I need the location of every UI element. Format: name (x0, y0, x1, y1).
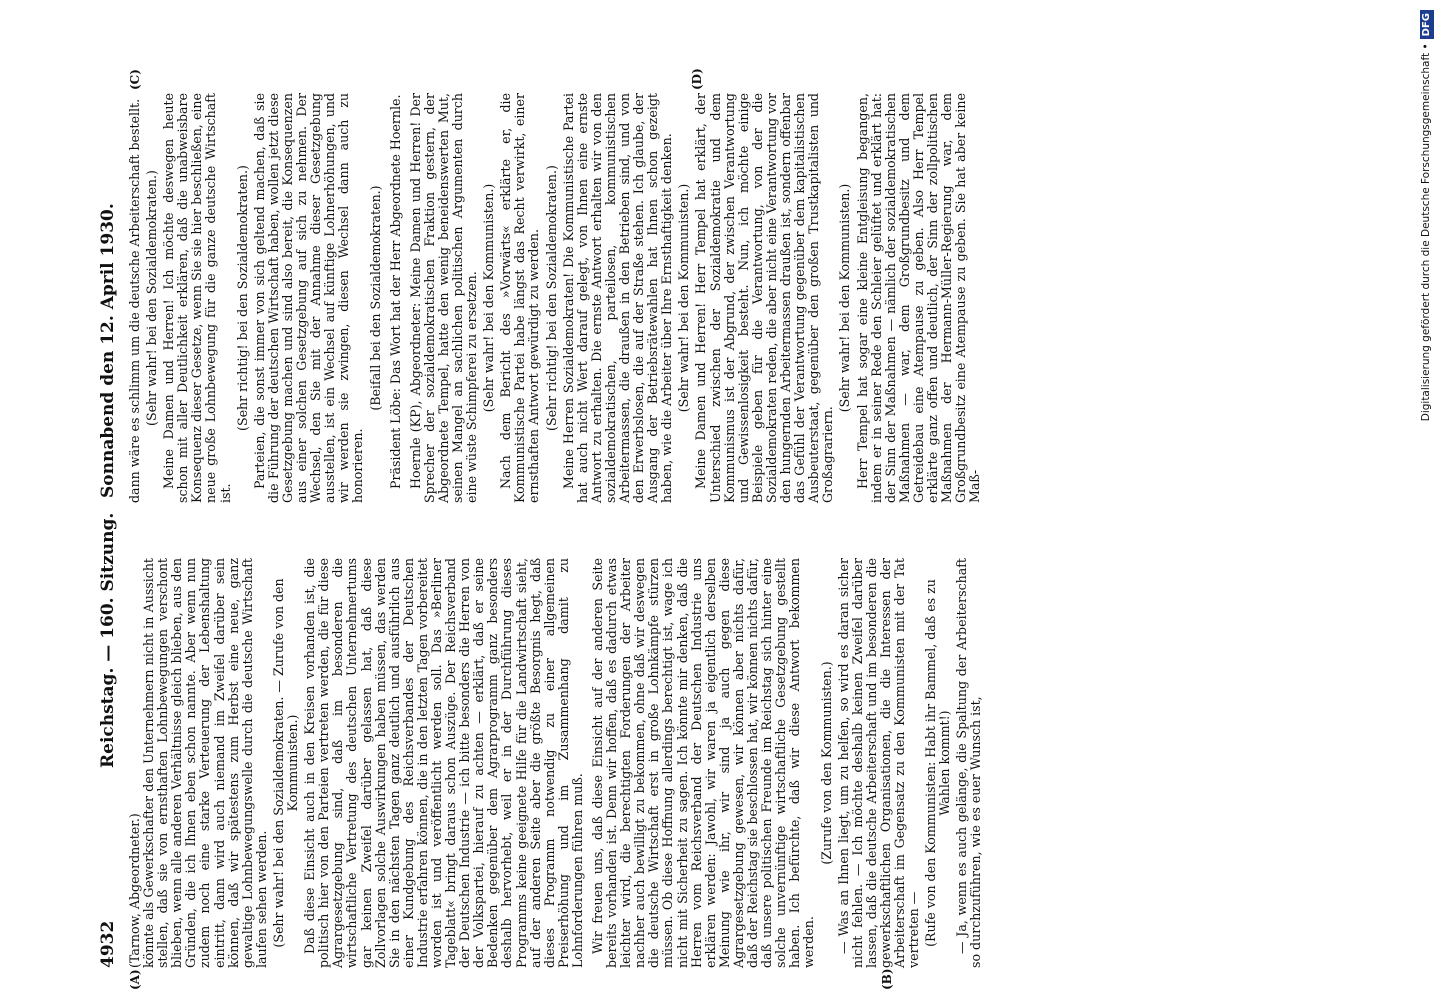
paragraph: könnte als Gewerkschafter den Unternehmern nicht in Aussicht stellen, daß sie von ernsthaften Lohnbewegungen verschont blieben, wenn alle anderen Verhältnisse gleich blieben, aus den Gründen, die ich Ihnen eben schon nannte. Aber wenn nun zudem noch eine starke Verteuerung der Lebenshaltung eintritt, dann wird auch niemand im Zweifel darüber sein können, daß wir spätestens zum Herbst eine neue, ganz gewaltige Lohnbewegungswelle durch die deutsche Wirtschaft laufen sehen werden. (141, 558, 269, 968)
paragraph: dann wäre es schlimm um die deutsche Arbeiterschaft bestellt. (127, 98, 142, 503)
page-body (0, 68, 1400, 990)
margin-mark-c: (C) (128, 69, 142, 90)
paragraph: — Was an Ihnen liegt, um zu helfen, so wird es daran sicher nicht fehlen. — Ich möchte deshalb keinen Zweifel darüber lassen, daß die deutsche Arbeiterschaft und im besonderen die gewerkschaftlichen Organisationen, die die Interessen der Arbeiterschaft im Gegensatz zu den Kommunisten mit der Tat vertreten — (835, 558, 922, 968)
page-header (94, 68, 122, 968)
paragraph: Hoernle (KP), Abgeordneter: Meine Damen und Herren! Der Sprecher der sozialdemokratischen Fraktion gestern, der Abgeordnete Tempel, hatte den wenig beneidenswerten Mut, seinen Mangel an sachlichen politischen Argumenten durch eine wüste Schimpferei zu ersetzen. (407, 93, 480, 503)
interjection: (Sehr wahr! bei den Kommunisten.) (481, 183, 497, 413)
dfg-logo: DFG (1420, 10, 1434, 39)
page-date: Sonnabend den 12. April 1930. (98, 203, 118, 498)
interjection: (Sehr wahr! bei den Kommunisten.) (837, 183, 853, 413)
margin-mark-d: (D) (690, 68, 704, 90)
paragraph: Herr Tempel hat sogar eine kleine Entgleisung begangen, indem er in seiner Rede den Schleier gelüftet und erklärt hat: der Sinn der Maßnahmen — nämlich der sozialdemokratischen Maßnahmen — war, dem Großgrundbesitz und dem Getreidebau eine Atempause zu geben. Also Herr Tempel erklärte ganz offen und deutlich, der Sinn der zollpolitischen Maßnahmen der Hermann-Müller-Regierung war, dem Großgrundbesitz eine Atempause zu geben. Sie hat aber keine Maß- (854, 93, 983, 503)
margin-mark-b: (B) (880, 968, 894, 990)
interjection: (Sehr richtig! bei den Sozialdemokraten.) (234, 165, 250, 431)
paragraph: Nach dem Bericht des »Vorwärts« erklärte er, die Kommunistische Partei habe längst das Recht verwirkt, einer ernsthaften Antwort gewürdigt zu werden. (498, 93, 542, 503)
interjection: (Sehr wahr! bei den Kommunisten.) (676, 183, 692, 413)
paragraph: Meine Damen und Herren! Herr Tempel hat erklärt, der Unterschied zwischen der Sozialdemokratie und dem Kommunismus ist der Abgrund, der zwischen Verantwortung und Gewissenlosigkeit besteht. Nun, ich möchte einige Beispiele geben für die Verantwortung, von der die Sozialdemokraten reden, die aber nicht eine Verantwortung vor den hungernden Arbeitermassen draußen ist, sondern offenbar das Gefühl der Verantwortung gegenüber dem kapitalistischen Ausbeuterstaat, gegenüber den großen Trustkapitalisten und Großagrariern. (693, 93, 836, 503)
paragraph: Parteien, die sonst immer von sich geltend machen, daß sie die Führung der deutschen Wirtschaft haben, wollen jetzt diese Gesetzgebung machen und sind also bereit, die Konsequenzen aus einer solchen Gesetzgebung auf sich zu nehmen. Der Wechsel, den Sie mit der Annahme dieser Gesetzgebung ausstellen, ist ein Wechsel auf künftige Lohnerhöhungen, und wir werden sie zwingen, diesen Wechsel dann auch zu honorieren. (251, 93, 366, 503)
paragraph: Wir freuen uns, daß diese Einsicht auf der anderen Seite bereits vorhanden ist. Denn wir hoffen, daß es dadurch etwas leichter wird, die berechtigten Forderungen der Arbeiter nachher auch bewilligt zu bekommen, ohne daß wir deswegen die deutsche Wirtschaft erst in große Lohnkämpfe stürzen müssen. Ob diese Hoffnung allerdings berechtigt ist, wage ich nicht mit Sicherheit zu sagen. Ich könnte mir denken, daß die Herren vom Reichsverband der Deutschen Industrie uns erklären werden: Jawohl, wir waren ja eigentlich derselben Meinung wie ihr, wir sind ja auch gegen diese Agrargesetzgebung gewesen, wir können aber nichts dafür, daß der Reichstag sie beschlossen hat, wir können nichts dafür, daß unsere politischen Freunde im Reichstag sich hinter eine solche unvernünftige wirtschaftliche Gesetzgebung gestellt haben. Ich befürchte, daß wir diese Antwort bekommen werden. (590, 558, 817, 968)
paragraph: Meine Herren Sozialdemokraten! Die Kommunistische Partei hat auch nicht Wert darauf gelegt, von Ihnen eine ernste Antwort zu erhalten. Die ernste Antwort erhalten wir von den sozialdemokratischen, parteilosen, kommunistischen Arbeitermassen, die draußen in den Betrieben sind, und von den Erwerbslosen, die auf der Straße stehen. Ich glaube, der Ausgang der Betriebsrätewahlen hat Ihnen schon gezeigt haben, wie die Arbeiter über Ihre Ernsthaftigkeit denken. (560, 93, 675, 503)
paragraph: Präsident Löbe: Das Wort hat der Herr Abgeordnete Hoernle. (387, 94, 403, 489)
margin-mark-a: (A) (128, 969, 142, 990)
interjection: (Sehr wahr! bei den Sozialdemokraten. — Zurufe von den Kommunisten.) (270, 578, 301, 948)
page-number: 4932 (98, 920, 118, 968)
digitization-note (1416, 10, 1434, 990)
interjection: (Rufe von den Kommunisten: Habt ihr Bammel, daß es zu Wahlen kommt!) (923, 579, 953, 947)
paragraph: Meine Damen und Herren! Ich möchte deswegen heute schon mit aller Deutlichkeit erklären, daß die unabweisbare Konsequenz dieser Gesetze, wenn Sie sie hier beschließen, eine neue große Lohnbewegung für die ganze deutsche Wirtschaft ist. (161, 93, 233, 503)
page-title: Reichstag. — 160. Sitzung. (98, 512, 118, 768)
interjection: (Sehr richtig! bei den Sozialdemokraten.) (543, 165, 559, 431)
interjection: (Zurufe von den Kommunisten.) (818, 661, 834, 865)
left-column (128, 558, 984, 968)
interjection: (Sehr wahr! bei den Sozialdemokraten.) (144, 170, 160, 426)
digitization-text: Digitalisierung gefördert durch die Deutsche Forschungsgemeinschaft • (1420, 43, 1432, 422)
right-column (128, 93, 982, 503)
paragraph: Daß diese Einsicht auch in den Kreisen vorhanden ist, die politisch hier von den Parteien vertreten werden, die für diese Agrargesetzgebung sind, daß im besonderen die wirtschaftliche Vertretung des deutschen Unternehmertums gar keinen Zweifel darüber gelassen hat, daß diese Zollvorlagen solche Auswirkungen haben müssen, das werden Sie in den nächsten Tagen ganz deutlich und ausführlich aus einer Kundgebung des Reichsverbandes der Deutschen Industrie erfahren können, die in den letzten Tagen vorbereitet worden ist und veröffentlicht werden soll. Das »Berliner Tageblatt« bringt daraus schon Auszüge. Der Reichsverband der Deutschen Industrie — ich bitte besonders die Herren von der Volkspartei, hierauf zu achten — erklärt, daß er seine Bedenken gegenüber dem Agrarprogramm ganz besonders deshalb hervorhebt, weil er in der Durchführung dieses Programms keine geeignete Hilfe für die Landwirtschaft sieht, auf der anderen Seite aber die größte Besorgnis hegt, daß dieses Programm notwendig zu einer allgemeinen Preiserhöhung und im Zusammenhang damit zu Lohnforderungen führen muß. (302, 558, 585, 968)
paragraph: (Tarnow, Abgeordneter.) (127, 813, 142, 968)
interjection: (Beifall bei den Sozialdemokraten.) (367, 185, 383, 411)
paragraph: — Ja, wenn es auch gelänge, die Spaltung der Arbeiterschaft so durchzuführen, wie es euer Wunsch ist, (954, 558, 984, 968)
